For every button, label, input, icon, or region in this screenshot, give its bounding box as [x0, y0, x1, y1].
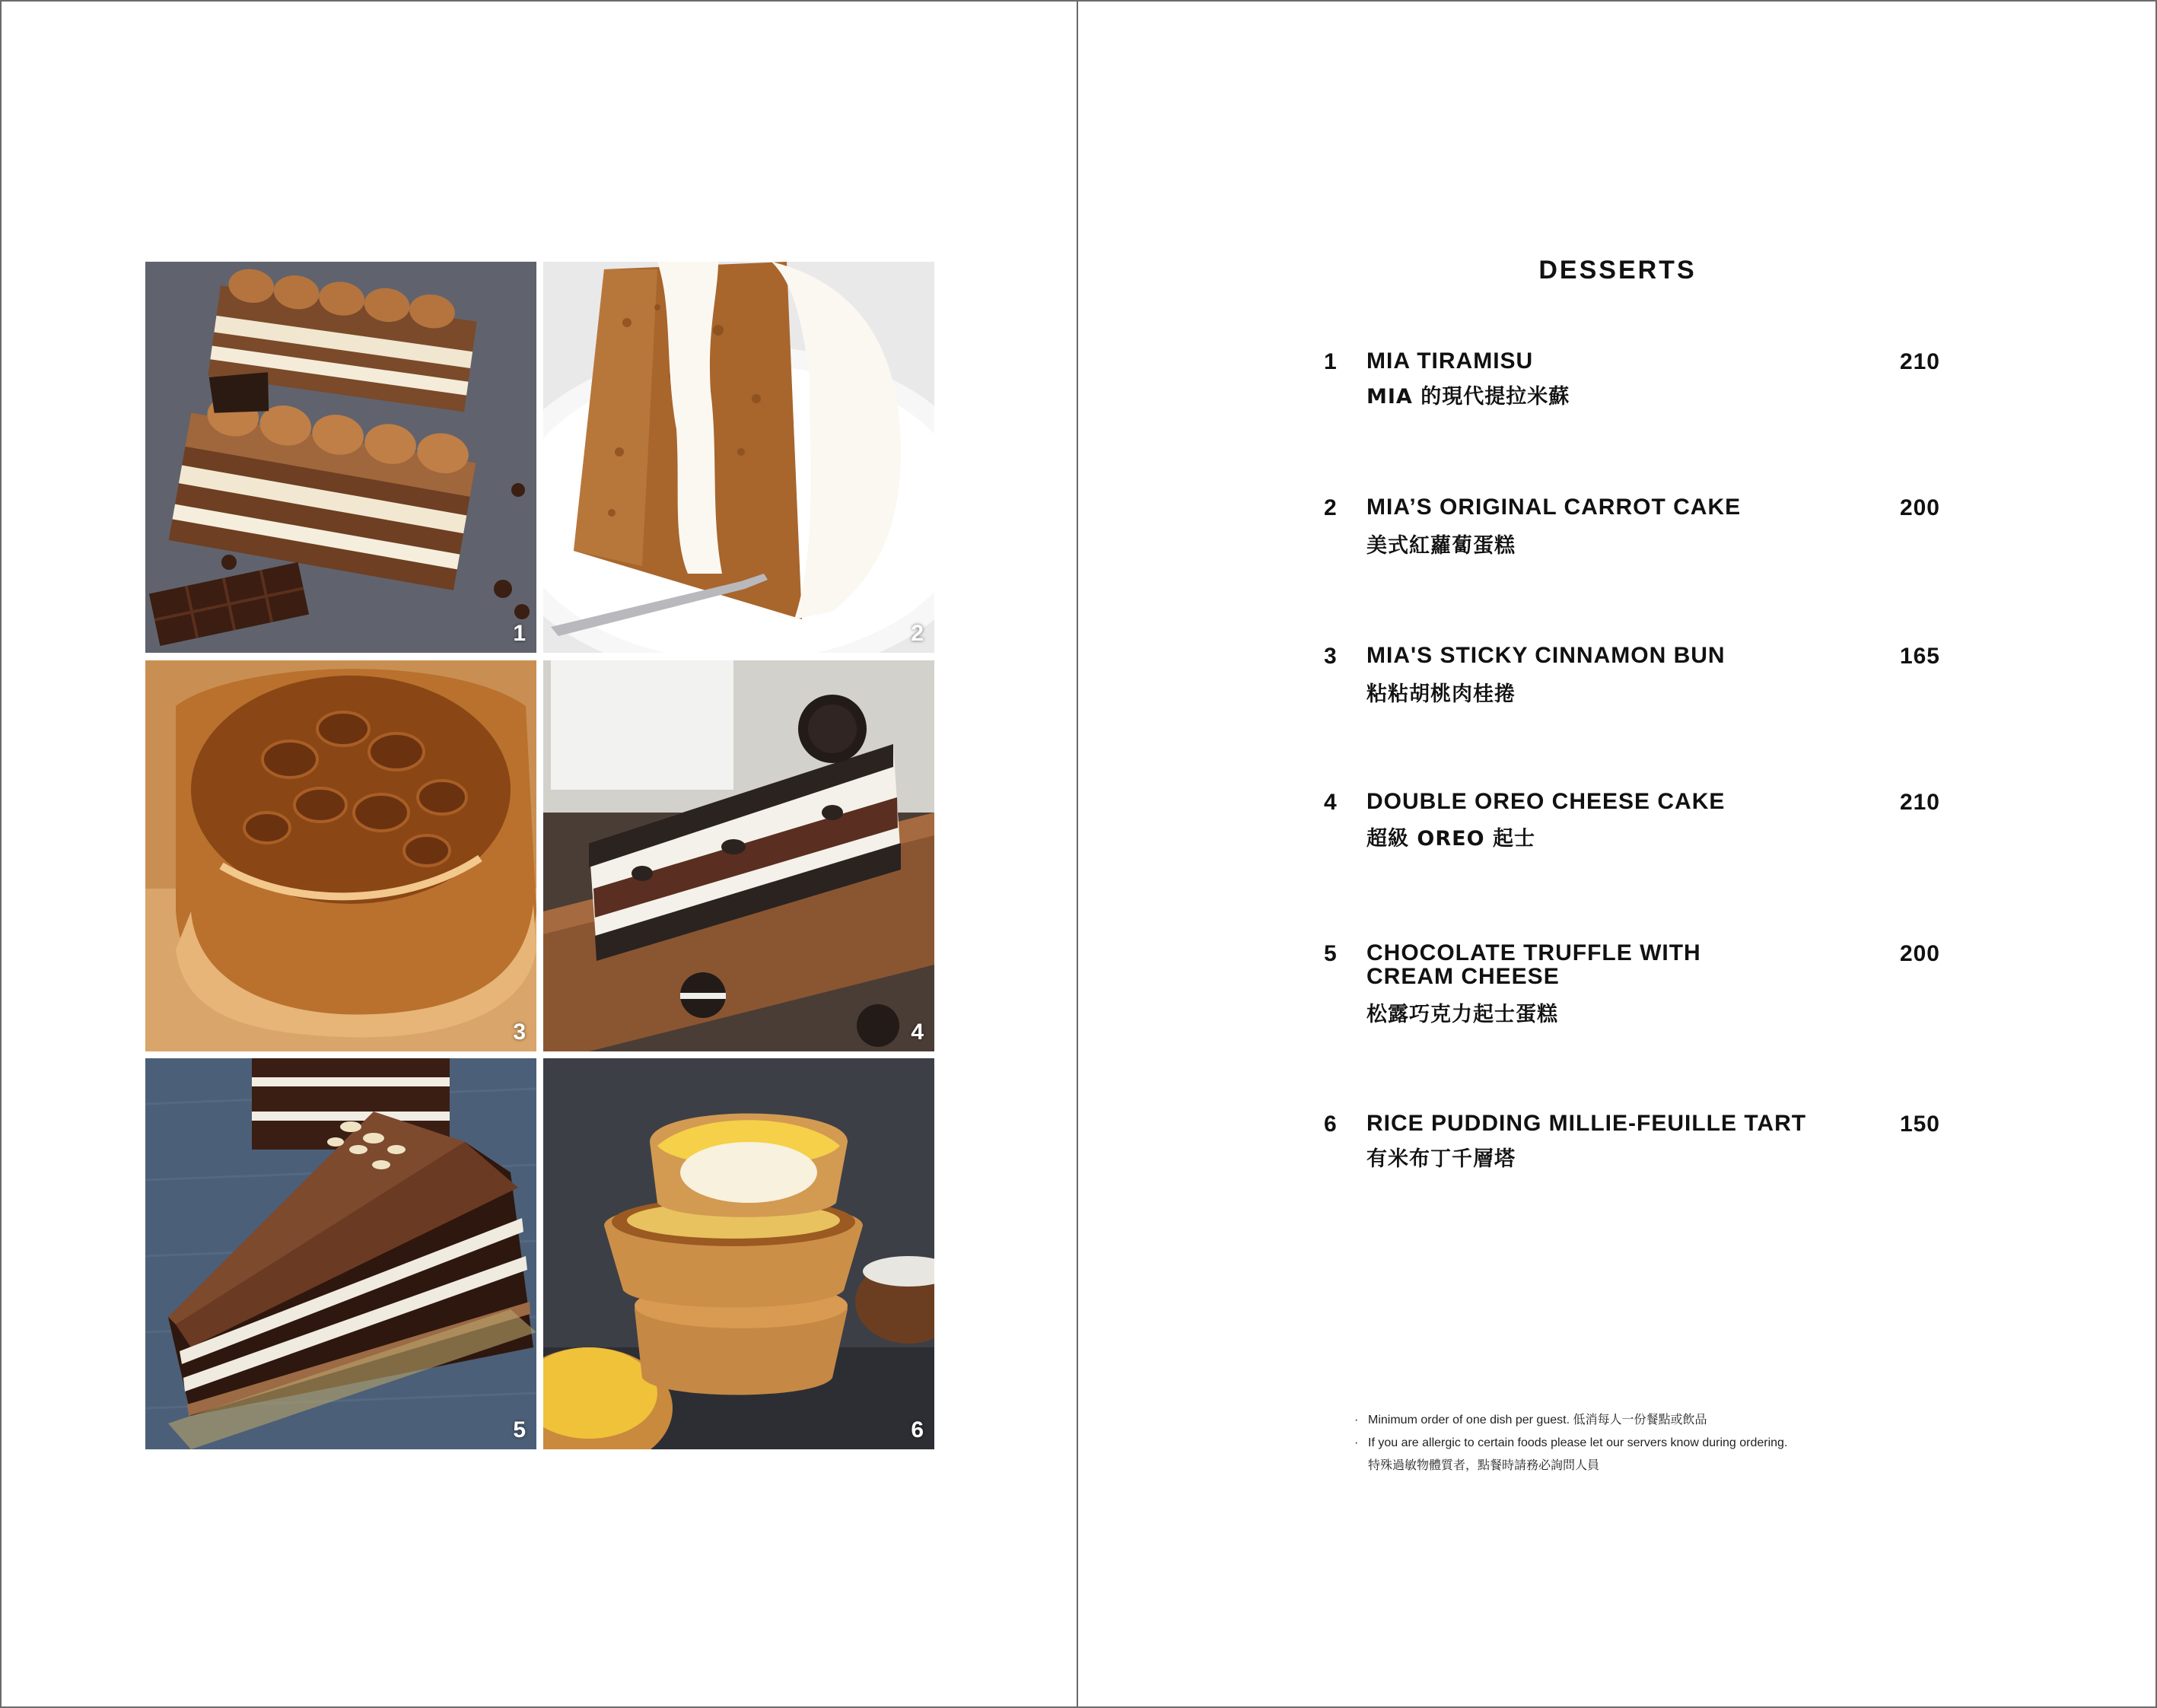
item-number: 1: [1324, 349, 1337, 374]
item-name-chinese: 超級 OREO 起士: [1366, 827, 1535, 851]
photo-number: 4: [911, 1019, 924, 1045]
item-name: DOUBLE OREO CHEESE CAKE: [1366, 789, 1726, 814]
item-price: 210: [1899, 790, 1940, 815]
item-name-chinese: 美式紅蘿蔔蛋糕: [1366, 534, 1516, 558]
item-price: 150: [1899, 1112, 1940, 1137]
item-number: 2: [1324, 495, 1337, 520]
menu-notes: [1354, 1409, 1887, 1477]
photo-cinnamon-bun: [145, 660, 536, 1051]
photo-number: 2: [911, 621, 924, 646]
note-minimum-order: [1354, 1409, 1887, 1432]
bullet: ·: [1354, 1436, 1359, 1449]
photo-number: 6: [911, 1417, 924, 1442]
photo-oreo-cheesecake: [543, 660, 934, 1051]
photo-number: 5: [513, 1417, 526, 1442]
item-name: MIA'S STICKY CINNAMON BUN: [1366, 643, 1726, 668]
photo-number: 1: [513, 621, 526, 646]
item-number: 5: [1324, 941, 1337, 966]
photo-number: 3: [513, 1019, 526, 1045]
page-fold-divider: [1077, 0, 1078, 1708]
oreo-cheesecake-icon: [543, 660, 934, 1051]
item-price: 200: [1899, 495, 1940, 520]
cinnamon-bun-icon: [145, 660, 536, 1051]
item-name: CHOCOLATE TRUFFLE WITH CREAM CHEESE: [1366, 940, 1701, 989]
bullet: ·: [1354, 1414, 1359, 1427]
item-name-chinese: 松露巧克力起士蛋糕: [1366, 1003, 1558, 1026]
item-number: 4: [1324, 790, 1337, 815]
item-price: 200: [1899, 941, 1940, 966]
note-allergy-chinese: 特殊過敏物體質者，點餐時請務必詢問人員: [1368, 1459, 1600, 1472]
item-number: 6: [1324, 1112, 1337, 1137]
tiramisu-icon: [145, 262, 536, 653]
carrot-cake-icon: [543, 262, 934, 653]
item-price: 210: [1899, 349, 1940, 374]
item-name-chinese: MIA 的現代提拉米蘇: [1366, 385, 1570, 409]
item-name-chinese: 有米布丁千層塔: [1366, 1147, 1516, 1171]
note-text: If you are allergic to certain foods please let our servers know during ordering.: [1368, 1436, 1788, 1449]
photo-chocolate-truffle: [145, 1058, 536, 1449]
item-price: 165: [1899, 644, 1940, 669]
egg-tart-icon: [543, 1058, 934, 1449]
item-name: MIA’S ORIGINAL CARROT CAKE: [1366, 495, 1742, 520]
note-text: Minimum order of one dish per guest. 低消每人一份餐點或飲品: [1368, 1414, 1707, 1427]
menu-title: DESSERTS: [1538, 256, 1697, 285]
item-number: 3: [1324, 644, 1337, 669]
photo-egg-tart: [543, 1058, 934, 1449]
note-allergy: [1354, 1432, 1887, 1455]
item-name-chinese: 粘粘胡桃肉桂捲: [1366, 682, 1516, 706]
photo-carrot-cake: [543, 262, 934, 653]
item-name: MIA TIRAMISU: [1366, 348, 1534, 374]
item-name: RICE PUDDING MILLIE-FEUILLE TART: [1366, 1111, 1807, 1136]
photo-tiramisu: [145, 262, 536, 653]
chocolate-truffle-cake-icon: [145, 1058, 536, 1449]
